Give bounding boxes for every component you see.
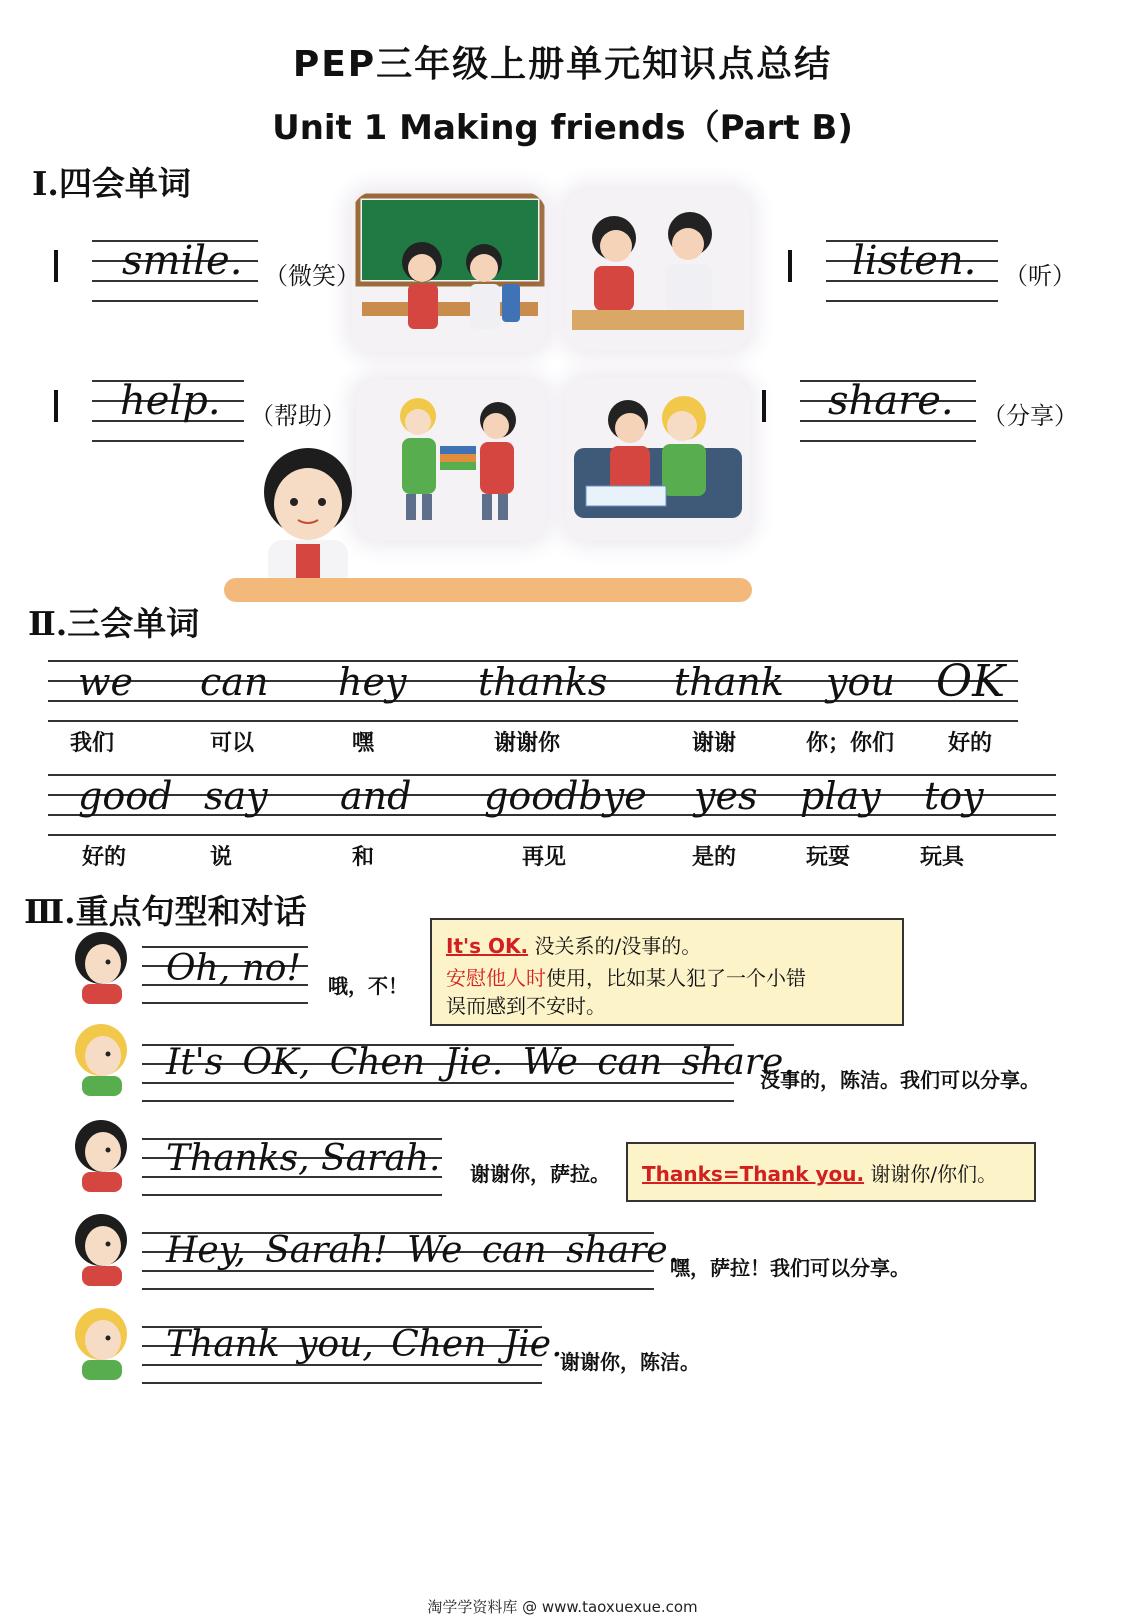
- word-we: we: [78, 660, 134, 704]
- page-title: PEP三年级上册单元知识点总结: [292, 44, 833, 85]
- sentence-thank-you-chen-jie-cn: 谢谢你，陈洁。: [560, 1350, 700, 1374]
- word-thank-cn: 谢谢: [692, 730, 737, 756]
- word-you: you: [826, 660, 895, 704]
- word-ok: OK: [936, 656, 1005, 707]
- word-play: play: [800, 774, 881, 818]
- note-its-ok-usage-line2: 误而感到不安时。: [446, 994, 606, 1018]
- word-good-cn: 好的: [82, 844, 127, 870]
- word-thanks-cn: 谢谢你: [494, 730, 561, 756]
- word-thanks: thanks: [478, 660, 608, 704]
- note-its-ok-key: It's OK.: [446, 934, 529, 958]
- illustration-smile: [352, 192, 546, 352]
- sentence-its-ok: It's OK, Chen Jie. We can share.: [166, 1042, 795, 1083]
- section1-heading: Ⅰ.四会单词: [32, 164, 191, 203]
- sentence-hey-sarah: Hey, Sarah! We can share.: [166, 1230, 680, 1271]
- note-thanks-meaning: 谢谢你/你们。: [870, 1162, 998, 1186]
- word-share: share.: [828, 378, 954, 424]
- bullet-bar: [788, 250, 792, 282]
- illustration-listen: [566, 190, 750, 350]
- thinking-girl-illustration: [248, 440, 368, 590]
- chen-jie-avatar: [70, 930, 132, 1004]
- illustration-share: [566, 378, 750, 540]
- bullet-bar: [54, 250, 58, 282]
- note-its-ok-meaning: 没关系的/没事的。: [534, 934, 702, 958]
- note-its-ok-usage-highlight: 安慰他人时: [446, 966, 546, 990]
- desk-bar: [224, 578, 752, 602]
- word-and-cn: 和: [352, 844, 375, 870]
- sentence-oh-no-cn: 哦，不！: [328, 974, 408, 998]
- sentence-thank-you-chen-jie: Thank you, Chen Jie.: [166, 1324, 563, 1365]
- sentence-thanks-sarah: Thanks, Sarah.: [166, 1138, 441, 1179]
- note-its-ok-usage: 使用，比如某人犯了一个小错: [546, 966, 806, 990]
- word-hey: hey: [338, 660, 407, 704]
- sarah-avatar: [70, 1022, 132, 1096]
- word-good: good: [78, 774, 173, 818]
- word-toy-cn: 玩具: [920, 844, 965, 870]
- page-subtitle: Unit 1 Making friends（Part B): [272, 108, 853, 148]
- word-listen: listen.: [852, 238, 977, 284]
- word-smile-cn: （微笑）: [264, 262, 360, 290]
- note-its-ok: [430, 918, 904, 1026]
- word-hey-cn: 嘿: [352, 730, 375, 756]
- sentence-oh-no: Oh, no!: [166, 948, 301, 989]
- word-can: can: [200, 660, 269, 704]
- word-say: say: [204, 774, 268, 818]
- word-and: and: [340, 774, 412, 818]
- chen-jie-avatar: [70, 1118, 132, 1192]
- word-yes-cn: 是的: [692, 844, 737, 870]
- footer-watermark: 淘学学资料库 @ www.taoxuexue.com: [427, 1598, 698, 1616]
- section2-heading: Ⅱ.三会单词: [28, 604, 200, 643]
- word-goodbye-cn: 再见: [522, 844, 567, 870]
- section3-heading: Ⅲ.重点句型和对话: [24, 892, 307, 931]
- note-thanks-key: Thanks=Thank you.: [642, 1162, 865, 1186]
- word-yes: yes: [694, 774, 758, 818]
- word-ok-cn: 好的: [948, 730, 993, 756]
- word-you-cn: 你；你们: [806, 730, 895, 756]
- note-thanks: [626, 1142, 1036, 1202]
- word-toy: toy: [924, 774, 984, 818]
- word-can-cn: 可以: [210, 730, 255, 756]
- word-share-cn: （分享）: [982, 402, 1078, 430]
- sentence-thanks-sarah-cn: 谢谢你，萨拉。: [470, 1162, 610, 1186]
- word-goodbye: goodbye: [484, 774, 647, 818]
- bullet-bar: [54, 390, 58, 422]
- word-play-cn: 玩耍: [806, 844, 851, 870]
- chen-jie-avatar: [70, 1212, 132, 1286]
- word-we-cn: 我们: [70, 730, 115, 756]
- word-help-cn: （帮助）: [250, 402, 346, 430]
- sentence-its-ok-cn: 没事的，陈洁。我们可以分享。: [760, 1068, 1040, 1092]
- word-say-cn: 说: [210, 844, 233, 870]
- word-smile: smile.: [122, 238, 243, 284]
- sentence-hey-sarah-cn: 嘿，萨拉！我们可以分享。: [670, 1256, 910, 1280]
- word-help: help.: [120, 378, 221, 424]
- bullet-bar: [762, 390, 766, 422]
- word-listen-cn: （听）: [1004, 262, 1076, 290]
- sarah-avatar: [70, 1306, 132, 1380]
- word-thank: thank: [674, 660, 784, 704]
- illustration-help: [356, 380, 546, 540]
